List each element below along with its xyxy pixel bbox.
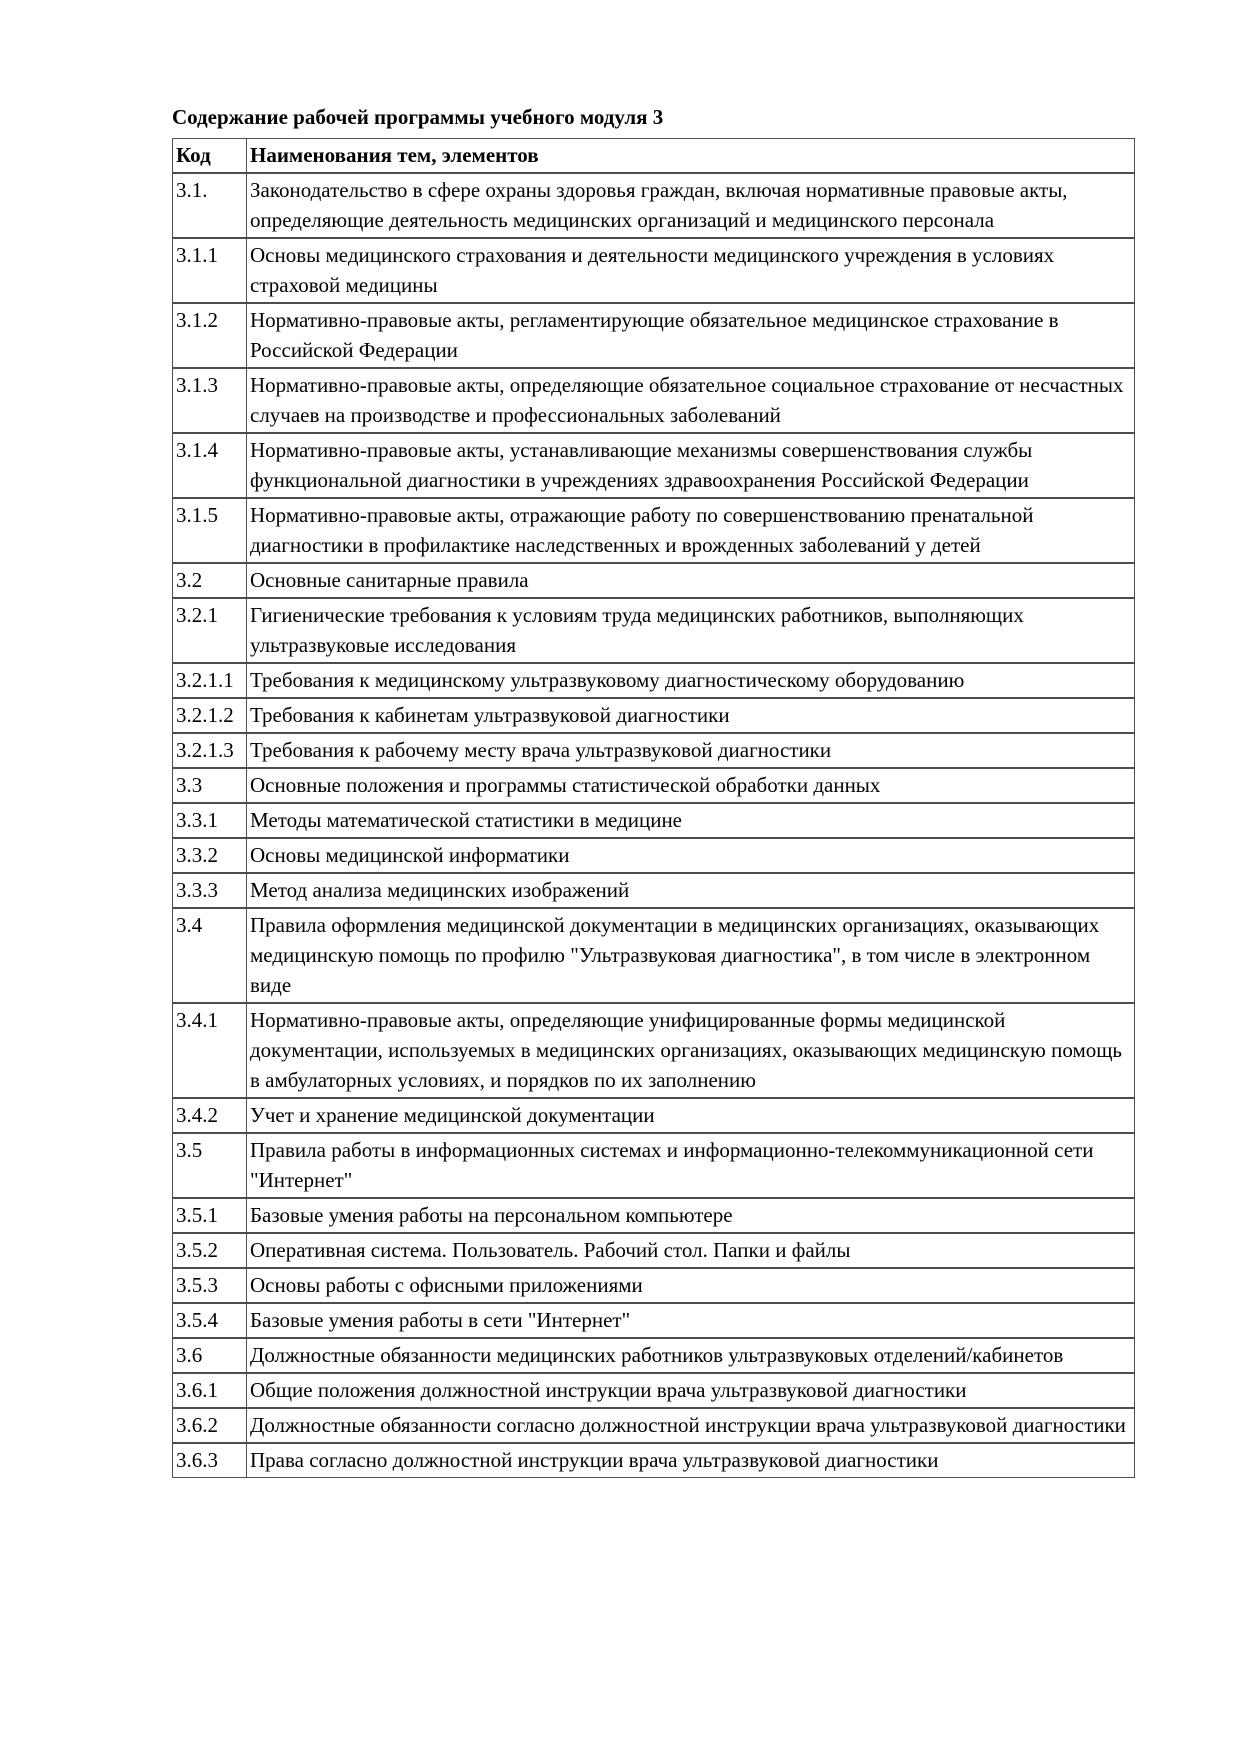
table-row xyxy=(172,1338,1135,1373)
row-code-cell: 3.6.3 xyxy=(172,1443,246,1478)
row-code-cell: 3.1.2 xyxy=(172,303,246,368)
row-code-cell: 3.4.1 xyxy=(172,1003,246,1098)
table-row xyxy=(172,873,1135,908)
row-name-cell: Основные положения и программы статистической обработки данных xyxy=(246,768,1135,803)
table-row xyxy=(172,1443,1135,1478)
row-name-cell: Права согласно должностной инструкции врача ультразвуковой диагностики xyxy=(246,1443,1135,1478)
row-name-cell: Оперативная система. Пользователь. Рабочий стол. Папки и файлы xyxy=(246,1233,1135,1268)
table-body xyxy=(172,173,1135,1478)
row-code-cell: 3.1.5 xyxy=(172,498,246,563)
row-name-cell: Основы медицинской информатики xyxy=(246,838,1135,873)
column-header-code: Код xyxy=(172,138,246,173)
table-row xyxy=(172,908,1135,1003)
table-row xyxy=(172,768,1135,803)
table-row xyxy=(172,368,1135,433)
row-code-cell: 3.2.1.3 xyxy=(172,733,246,768)
row-name-cell: Правила работы в информационных системах и информационно-телекоммуникационной сети "Интернет" xyxy=(246,1133,1135,1198)
row-code-cell: 3.1.1 xyxy=(172,238,246,303)
row-code-cell: 3.5.3 xyxy=(172,1268,246,1303)
row-name-cell: Законодательство в сфере охраны здоровья граждан, включая нормативные правовые акты, определяющие деятельность медицинских организаций и медицинского персонала xyxy=(246,173,1135,238)
table-header xyxy=(172,138,1135,173)
row-code-cell: 3.3.3 xyxy=(172,873,246,908)
table-row xyxy=(172,733,1135,768)
row-name-cell: Должностные обязанности согласно должностной инструкции врача ультразвуковой диагностики xyxy=(246,1408,1135,1443)
row-code-cell: 3.4.2 xyxy=(172,1098,246,1133)
table-row xyxy=(172,1003,1135,1098)
row-name-cell: Требования к рабочему месту врача ультразвуковой диагностики xyxy=(246,733,1135,768)
table-row xyxy=(172,698,1135,733)
row-name-cell: Требования к медицинскому ультразвуковому диагностическому оборудованию xyxy=(246,663,1135,698)
table-row xyxy=(172,1373,1135,1408)
row-name-cell: Базовые умения работы в сети "Интернет" xyxy=(246,1303,1135,1338)
row-code-cell: 3.5.1 xyxy=(172,1198,246,1233)
row-code-cell: 3.1. xyxy=(172,173,246,238)
row-code-cell: 3.5 xyxy=(172,1133,246,1198)
row-name-cell: Общие положения должностной инструкции врача ультразвуковой диагностики xyxy=(246,1373,1135,1408)
table-row xyxy=(172,433,1135,498)
table-row xyxy=(172,173,1135,238)
module-content-table xyxy=(172,138,1135,1478)
table-row xyxy=(172,1098,1135,1133)
row-code-cell: 3.3.1 xyxy=(172,803,246,838)
row-code-cell: 3.3 xyxy=(172,768,246,803)
row-name-cell: Основные санитарные правила xyxy=(246,563,1135,598)
table-row xyxy=(172,1133,1135,1198)
document-page xyxy=(172,104,1135,1478)
column-header-name: Наименования тем, элементов xyxy=(246,138,1135,173)
row-name-cell: Метод анализа медицинских изображений xyxy=(246,873,1135,908)
row-name-cell: Гигиенические требования к условиям труда медицинских работников, выполняющих ультразвуковые исследования xyxy=(246,598,1135,663)
row-name-cell: Нормативно-правовые акты, устанавливающие механизмы совершенствования службы функциональной диагностики в учреждениях здравоохранения Российской Федерации xyxy=(246,433,1135,498)
table-row xyxy=(172,803,1135,838)
row-code-cell: 3.6.1 xyxy=(172,1373,246,1408)
row-code-cell: 3.1.3 xyxy=(172,368,246,433)
row-code-cell: 3.3.2 xyxy=(172,838,246,873)
row-code-cell: 3.6 xyxy=(172,1338,246,1373)
header-row xyxy=(172,138,1135,173)
row-name-cell: Нормативно-правовые акты, определяющие унифицированные формы медицинской документации, используемых в медицинских организациях, оказывающих медицинскую помощь в амбулаторных условиях, и порядков по их заполнению xyxy=(246,1003,1135,1098)
row-code-cell: 3.5.4 xyxy=(172,1303,246,1338)
table-row xyxy=(172,838,1135,873)
row-name-cell: Должностные обязанности медицинских работников ультразвуковых отделений/кабинетов xyxy=(246,1338,1135,1373)
row-code-cell: 3.2.1.2 xyxy=(172,698,246,733)
table-row xyxy=(172,498,1135,563)
row-name-cell: Требования к кабинетам ультразвуковой диагностики xyxy=(246,698,1135,733)
page-title: Содержание рабочей программы учебного модуля 3 xyxy=(172,105,664,129)
row-code-cell: 3.2.1 xyxy=(172,598,246,663)
row-name-cell: Методы математической статистики в медицине xyxy=(246,803,1135,838)
table-row xyxy=(172,663,1135,698)
row-code-cell: 3.2 xyxy=(172,563,246,598)
row-name-cell: Правила оформления медицинской документации в медицинских организациях, оказывающих медицинскую помощь по профилю "Ультразвуковая диагностика", в том числе в электронном виде xyxy=(246,908,1135,1003)
row-name-cell: Нормативно-правовые акты, регламентирующие обязательное медицинское страхование в Российской Федерации xyxy=(246,303,1135,368)
table-row xyxy=(172,238,1135,303)
row-code-cell: 3.2.1.1 xyxy=(172,663,246,698)
row-name-cell: Основы медицинского страхования и деятельности медицинского учреждения в условиях страховой медицины xyxy=(246,238,1135,303)
row-name-cell: Нормативно-правовые акты, отражающие работу по совершенствованию пренатальной диагностики в профилактике наследственных и врожденных заболеваний у детей xyxy=(246,498,1135,563)
row-name-cell: Базовые умения работы на персональном компьютере xyxy=(246,1198,1135,1233)
table-row xyxy=(172,1268,1135,1303)
table-row xyxy=(172,1233,1135,1268)
table-row xyxy=(172,303,1135,368)
row-name-cell: Основы работы с офисными приложениями xyxy=(246,1268,1135,1303)
table-row xyxy=(172,1303,1135,1338)
table-row xyxy=(172,598,1135,663)
table-row xyxy=(172,1198,1135,1233)
row-code-cell: 3.1.4 xyxy=(172,433,246,498)
row-code-cell: 3.6.2 xyxy=(172,1408,246,1443)
row-code-cell: 3.4 xyxy=(172,908,246,1003)
table-row xyxy=(172,563,1135,598)
row-code-cell: 3.5.2 xyxy=(172,1233,246,1268)
row-name-cell: Нормативно-правовые акты, определяющие обязательное социальное страхование от несчастных случаев на производстве и профессиональных заболеваний xyxy=(246,368,1135,433)
row-name-cell: Учет и хранение медицинской документации xyxy=(246,1098,1135,1133)
table-row xyxy=(172,1408,1135,1443)
